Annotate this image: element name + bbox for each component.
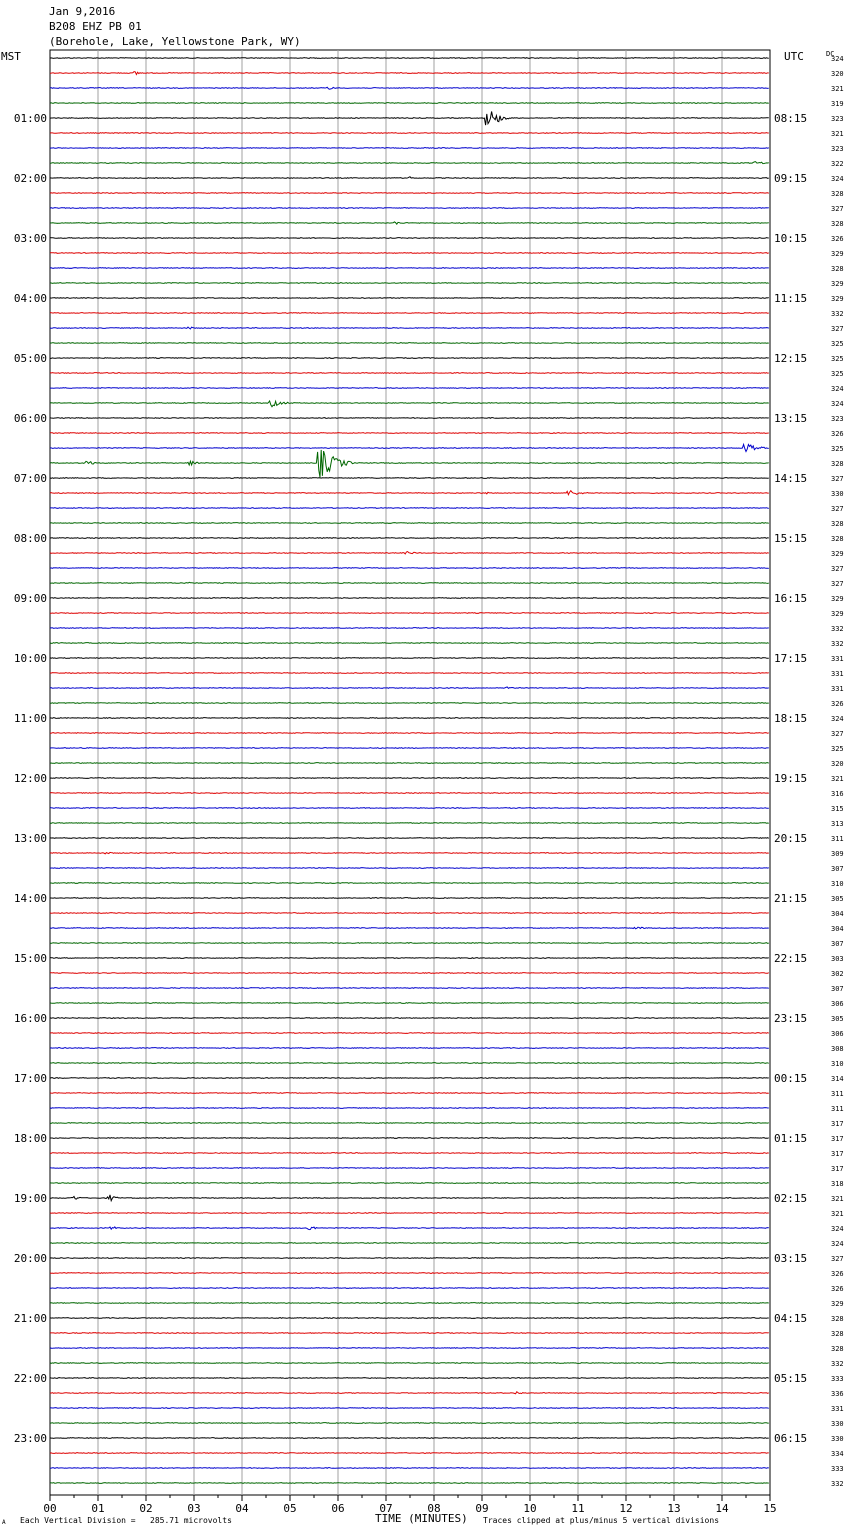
dc-offset-label: 326 [831, 700, 844, 708]
trace-line [50, 72, 769, 75]
footer-mark: A [2, 1519, 6, 1526]
dc-offset-label: 320 [831, 760, 844, 768]
right-timezone-label: UTC [784, 50, 804, 63]
dc-offset-label: 321 [831, 130, 844, 138]
x-tick-label: 01 [91, 1502, 105, 1515]
trace-line [50, 1378, 769, 1379]
right-hour-label: 05:15 [774, 1372, 808, 1385]
right-hour-label: 02:15 [774, 1192, 808, 1205]
trace-line [50, 1003, 769, 1004]
trace-line [50, 253, 769, 254]
trace-line [50, 598, 769, 599]
trace-line [50, 433, 769, 434]
trace-line [50, 112, 769, 126]
dc-offset-label: 327 [831, 730, 844, 738]
trace-line [50, 401, 769, 407]
dc-offset-label: 336 [831, 1390, 844, 1398]
trace-line [50, 162, 769, 164]
left-hour-label: 06:00 [13, 412, 47, 425]
dc-offset-label: 317 [831, 1165, 844, 1173]
left-hour-label: 12:00 [13, 772, 47, 785]
left-hour-label: 09:00 [13, 592, 47, 605]
dc-offset-label: 326 [831, 1270, 844, 1278]
right-hour-label: 00:15 [774, 1072, 808, 1085]
dc-offset-label: 330 [831, 490, 844, 498]
dc-offset-label: 322 [831, 160, 844, 168]
trace-line [50, 927, 769, 929]
dc-offset-label: 302 [831, 970, 844, 978]
trace-line [50, 988, 769, 989]
left-hour-label: 18:00 [13, 1132, 47, 1145]
dc-offset-label: 326 [831, 1285, 844, 1293]
dc-offset-label: 327 [831, 205, 844, 213]
right-hour-label: 06:15 [774, 1432, 808, 1445]
dc-offset-label: 329 [831, 610, 844, 618]
trace-line [50, 582, 769, 583]
dc-offset-label: 323 [831, 145, 844, 153]
x-tick-label: 13 [667, 1502, 681, 1515]
left-hour-label: 13:00 [13, 832, 47, 845]
trace-line [50, 958, 769, 959]
dc-offset-label: 324 [831, 1225, 844, 1233]
x-tick-label: 09 [475, 1502, 489, 1515]
dc-offset-label: 331 [831, 670, 844, 678]
dc-offset-label: 324 [831, 55, 844, 63]
dc-offset-label: 304 [831, 925, 844, 933]
plot-frame [50, 50, 770, 1495]
right-hour-label: 15:15 [774, 532, 808, 545]
left-timezone-label: MST [1, 50, 21, 63]
trace-line [50, 628, 769, 629]
trace-line [50, 1123, 769, 1124]
dc-offset-label: 310 [831, 880, 844, 888]
trace-line [50, 1318, 769, 1319]
trace-line [50, 1168, 769, 1169]
right-hour-label: 10:15 [774, 232, 808, 245]
dc-offset-label: 329 [831, 250, 844, 258]
dc-offset-label: 329 [831, 280, 844, 288]
trace-line [50, 298, 769, 299]
dc-offset-label: 333 [831, 1375, 844, 1383]
left-hour-label: 03:00 [13, 232, 47, 245]
trace-line [50, 508, 769, 509]
trace-line [50, 687, 769, 688]
dc-offset-label: 327 [831, 325, 844, 333]
trace-line [50, 343, 769, 344]
dc-offset-label: 329 [831, 295, 844, 303]
trace-line [50, 208, 769, 209]
trace-line [50, 388, 769, 389]
trace-line [50, 1438, 769, 1439]
right-hour-label: 11:15 [774, 292, 808, 305]
trace-line [50, 748, 769, 749]
trace-line [50, 1333, 769, 1334]
trace-line [50, 1363, 769, 1364]
trace-line [50, 943, 769, 944]
trace-line [50, 177, 769, 179]
x-tick-label: 14 [715, 1502, 729, 1515]
trace-line [50, 478, 769, 479]
left-hour-label: 01:00 [13, 112, 47, 125]
left-hour-label: 17:00 [13, 1072, 47, 1085]
left-hour-label: 22:00 [13, 1372, 47, 1385]
dc-offset-label: 309 [831, 850, 844, 858]
right-hour-label: 08:15 [774, 112, 808, 125]
x-tick-label: 10 [523, 1502, 537, 1515]
trace-line [50, 1093, 769, 1094]
dc-offset-label: 327 [831, 580, 844, 588]
trace-line [50, 1195, 769, 1201]
x-tick-label: 00 [43, 1502, 57, 1515]
trace-line [50, 58, 769, 59]
dc-offset-label: 328 [831, 220, 844, 228]
dc-offset-label: 331 [831, 685, 844, 693]
dc-offset-label: 328 [831, 1345, 844, 1353]
station-date: Jan 9,2016 [49, 5, 116, 18]
trace-line [50, 358, 769, 359]
left-hour-label: 07:00 [13, 472, 47, 485]
right-hour-label: 21:15 [774, 892, 808, 905]
dc-offset-label: 325 [831, 340, 844, 348]
dc-offset-label: 311 [831, 1090, 844, 1098]
trace-line [50, 491, 769, 495]
trace-line [50, 538, 769, 539]
right-hour-label: 20:15 [774, 832, 808, 845]
dc-offset-label: 332 [831, 1360, 844, 1368]
dc-offset-label: 324 [831, 385, 844, 393]
trace-line [50, 103, 769, 104]
trace-line [50, 1468, 769, 1469]
dc-offset-label: 327 [831, 475, 844, 483]
dc-offset-label: 329 [831, 595, 844, 603]
dc-offset-label: 329 [831, 1300, 844, 1308]
dc-offset-label: 307 [831, 985, 844, 993]
x-tick-label: 11 [571, 1502, 585, 1515]
dc-offset-label: 316 [831, 790, 844, 798]
dc-offset-label: 323 [831, 115, 844, 123]
station-location: (Borehole, Lake, Yellowstone Park, WY) [49, 35, 301, 48]
dc-offset-label: 330 [831, 1420, 844, 1428]
dc-offset-label: 332 [831, 625, 844, 633]
right-hour-label: 22:15 [774, 952, 808, 965]
dc-offset-label: 331 [831, 655, 844, 663]
trace-line [50, 552, 769, 554]
dc-offset-label: 327 [831, 1255, 844, 1263]
trace-line [50, 718, 769, 719]
dc-offset-label: 324 [831, 1240, 844, 1248]
dc-offset-label: 311 [831, 835, 844, 843]
trace-line [50, 973, 769, 974]
trace-line [50, 763, 769, 764]
right-hour-label: 12:15 [774, 352, 808, 365]
dc-offset-label: 332 [831, 310, 844, 318]
dc-offset-label: 311 [831, 1105, 844, 1113]
trace-line [50, 913, 769, 914]
dc-offset-label: 324 [831, 400, 844, 408]
dc-offset-label: 310 [831, 1060, 844, 1068]
trace-line [50, 1048, 769, 1049]
dc-offset-label: 331 [831, 1405, 844, 1413]
dc-offset-label: 327 [831, 565, 844, 573]
dc-offset-label: 328 [831, 1315, 844, 1323]
dc-offset-label: 328 [831, 535, 844, 543]
dc-offset-label: 332 [831, 1480, 844, 1488]
left-hour-label: 21:00 [13, 1312, 47, 1325]
trace-line [50, 1243, 769, 1244]
left-hour-label: 16:00 [13, 1012, 47, 1025]
trace-line [50, 268, 769, 269]
right-hour-label: 13:15 [774, 412, 808, 425]
trace-line [50, 133, 769, 134]
dc-offset-label: 306 [831, 1000, 844, 1008]
x-tick-label: 08 [427, 1502, 441, 1515]
trace-line [50, 852, 769, 853]
dc-offset-label: 324 [831, 715, 844, 723]
left-hour-label: 04:00 [13, 292, 47, 305]
trace-line [50, 1018, 769, 1019]
x-tick-label: 04 [235, 1502, 249, 1515]
trace-line [50, 703, 769, 704]
trace-line [50, 1423, 769, 1424]
dc-offset-label: 321 [831, 1195, 844, 1203]
trace-line [50, 673, 769, 674]
dc-offset-label: 328 [831, 1330, 844, 1338]
x-axis-title: TIME (MINUTES) [375, 1512, 468, 1525]
dc-offset-label: 321 [831, 1210, 844, 1218]
dc-offset-label: 307 [831, 940, 844, 948]
dc-offset-label: 329 [831, 550, 844, 558]
dc-offset-label: 325 [831, 745, 844, 753]
left-hour-label: 05:00 [13, 352, 47, 365]
trace-line [50, 808, 769, 809]
right-hour-label: 23:15 [774, 1012, 808, 1025]
trace-line [50, 1108, 769, 1109]
left-hour-label: 19:00 [13, 1192, 47, 1205]
trace-line [50, 444, 769, 451]
dc-offset-label: 328 [831, 265, 844, 273]
scale-prefix: Each Vertical Division = [20, 1516, 136, 1525]
left-hour-label: 23:00 [13, 1432, 47, 1445]
left-hour-label: 08:00 [13, 532, 47, 545]
x-tick-label: 06 [331, 1502, 345, 1515]
dc-offset-label: 308 [831, 1045, 844, 1053]
x-tick-label: 07 [379, 1502, 393, 1515]
dc-offset-label: 333 [831, 1465, 844, 1473]
trace-line [50, 313, 769, 314]
dc-offset-label: 305 [831, 895, 844, 903]
dc-offset-label: 306 [831, 1030, 844, 1038]
trace-line [50, 283, 769, 284]
dc-offset-label: 317 [831, 1135, 844, 1143]
dc-offset-label: 328 [831, 460, 844, 468]
trace-line [50, 868, 769, 869]
x-tick-label: 12 [619, 1502, 633, 1515]
trace-line [50, 1258, 769, 1259]
dc-offset-label: 321 [831, 775, 844, 783]
trace-line [50, 898, 769, 899]
trace-line [50, 1183, 769, 1184]
trace-line [50, 1063, 769, 1064]
trace-line [50, 733, 769, 734]
trace-line [50, 883, 769, 884]
dc-offset-label: 304 [831, 910, 844, 918]
left-hour-label: 02:00 [13, 172, 47, 185]
trace-line [50, 1138, 769, 1139]
dc-offset-label: 317 [831, 1120, 844, 1128]
x-tick-label: 15 [763, 1502, 777, 1515]
dc-offset-label: 328 [831, 190, 844, 198]
right-hour-label: 04:15 [774, 1312, 808, 1325]
dc-offset-label: 325 [831, 445, 844, 453]
trace-line [50, 1213, 769, 1214]
dc-offset-label: 317 [831, 1150, 844, 1158]
left-hour-label: 10:00 [13, 652, 47, 665]
left-hour-label: 11:00 [13, 712, 47, 725]
station-code: B208 EHZ PB 01 [49, 20, 142, 33]
trace-line [50, 418, 769, 419]
right-hour-label: 09:15 [774, 172, 808, 185]
scale-value: 285.71 microvolts [150, 1516, 232, 1525]
trace-line [50, 1153, 769, 1154]
dc-offset-label: 305 [831, 1015, 844, 1023]
dc-offset-label: 324 [831, 175, 844, 183]
left-hour-label: 14:00 [13, 892, 47, 905]
left-hour-label: 20:00 [13, 1252, 47, 1265]
trace-line [50, 87, 769, 89]
trace-line [50, 1288, 769, 1289]
dc-offset-label: 314 [831, 1075, 844, 1083]
dc-offset-label: 319 [831, 100, 844, 108]
dc-offset-label: 323 [831, 415, 844, 423]
left-hour-label: 15:00 [13, 952, 47, 965]
right-hour-label: 01:15 [774, 1132, 808, 1145]
clip-note: Traces clipped at plus/minus 5 vertical divisions [483, 1516, 720, 1525]
trace-line [50, 1303, 769, 1304]
trace-line [50, 450, 769, 477]
x-tick-label: 02 [139, 1502, 153, 1515]
trace-line [50, 1348, 769, 1349]
trace-line [50, 823, 769, 824]
dc-offset-label: 313 [831, 820, 844, 828]
dc-offset-label: 326 [831, 235, 844, 243]
x-tick-label: 05 [283, 1502, 297, 1515]
right-hour-label: 16:15 [774, 592, 808, 605]
trace-line [50, 523, 769, 524]
trace-line [50, 373, 769, 374]
dc-offset-label: 307 [831, 865, 844, 873]
trace-line [50, 1273, 769, 1274]
right-hour-label: 18:15 [774, 712, 808, 725]
dc-offset-label: 325 [831, 355, 844, 363]
dc-offset-label: 321 [831, 85, 844, 93]
trace-line [50, 838, 769, 839]
trace-line [50, 613, 769, 614]
trace-line [50, 1408, 769, 1409]
dc-offset-label: 328 [831, 520, 844, 528]
trace-line [50, 658, 769, 659]
dc-offset-label: 327 [831, 505, 844, 513]
trace-line [50, 568, 769, 569]
right-hour-label: 19:15 [774, 772, 808, 785]
trace-line [50, 1078, 769, 1079]
trace-line [50, 643, 769, 644]
dc-offset-label: 303 [831, 955, 844, 963]
dc-offset-label: 315 [831, 805, 844, 813]
trace-line [50, 1227, 769, 1230]
trace-line [50, 1033, 769, 1034]
right-hour-label: 17:15 [774, 652, 808, 665]
trace-line [50, 148, 769, 149]
trace-line [50, 327, 769, 329]
trace-line [50, 222, 769, 224]
dc-offset-label: 330 [831, 1435, 844, 1443]
right-hour-label: 03:15 [774, 1252, 808, 1265]
trace-line [50, 238, 769, 239]
trace-line [50, 793, 769, 794]
trace-line [50, 1483, 769, 1484]
dc-offset-label: 332 [831, 640, 844, 648]
x-tick-label: 03 [187, 1502, 201, 1515]
dc-offset-label: 318 [831, 1180, 844, 1188]
dc-offset-label: 326 [831, 430, 844, 438]
dc-offset-label: 320 [831, 70, 844, 78]
right-hour-label: 14:15 [774, 472, 808, 485]
dc-header: DC [826, 50, 835, 58]
trace-line [50, 778, 769, 779]
trace-line [50, 1392, 769, 1394]
dc-offset-label: 334 [831, 1450, 844, 1458]
trace-line [50, 193, 769, 194]
trace-line [50, 1453, 769, 1454]
dc-offset-label: 325 [831, 370, 844, 378]
